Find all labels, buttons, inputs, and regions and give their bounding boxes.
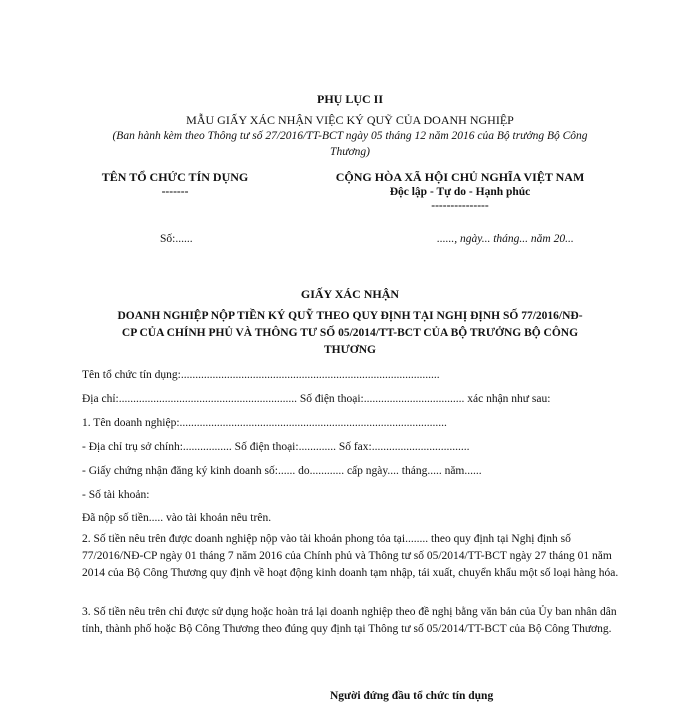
deposit-statement: Đã nộp số tiền..... vào tài khoản nêu trên.	[82, 512, 272, 524]
institution-field: Tên tổ chức tín dụng:..........................................................................................	[82, 369, 440, 381]
account-number-field: - Số tài khoản:	[82, 489, 150, 501]
document-number: Số:......	[160, 233, 193, 245]
paragraph-3: 3. Số tiền nêu trên chỉ được sử dụng hoặc hoàn trả lại doanh nghiệp theo đề nghị bằng văn bản của Ủy ban nhân dân tỉnh, thành phố hoặc Bộ Công Thương theo đúng quy định tại Thông tư số 05/2014/TT-BCT của Bộ Công Thương.	[82, 606, 617, 635]
certificate-heading-line2: CP CỦA CHÍNH PHỦ VÀ THÔNG TƯ SỐ 05/2014/TT-BCT CỦA BỘ TRƯỞNG BỘ CÔNG	[121, 327, 579, 339]
paragraph-2: 2. Số tiền nêu trên được doanh nghiệp nộp vào tài khoản phong tỏa tại........ theo quy định tại Nghị định số 77/2016/NĐ-CP ngày 01 tháng 7 năm 2016 của Chính phủ và Thông tư số 05/2014/TT-BCT ngày 27 tháng 01 năm 2014 của Bộ Công Thương quy định về hoạt động kinh doanh tạm nhập, tái xuất, chuyển khẩu một số loại hàng hóa.	[82, 533, 619, 579]
certificate-title: GIẤY XÁC NHẬN	[300, 287, 400, 301]
business-license-field: - Giấy chứng nhận đăng ký kinh doanh số:...... do............ cấp ngày.... tháng..... năm......	[82, 465, 482, 477]
country-name: CỘNG HÒA XÃ HỘI CHỦ NGHĨA VIỆT NAM	[335, 170, 585, 184]
signature-title: Người đứng đầu tổ chức tín dụng	[330, 690, 494, 702]
headquarters-field: - Địa chỉ trụ sở chính:................. Số điện thoại:............. Số fax:..................................	[82, 441, 470, 453]
address-field: Địa chỉ:.............................................................. Số điện thoại:................................... xác nhận như sau:	[82, 393, 551, 405]
form-title: MẪU GIẤY XÁC NHẬN VIỆC KÝ QUỸ CỦA DOANH NGHIỆP	[186, 113, 514, 127]
issuance-note-line2: Thương)	[330, 146, 370, 158]
issuance-note-line1: (Ban hành kèm theo Thông tư số 27/2016/TT-BCT ngày 05 tháng 12 năm 2016 của Bộ trưởng Bộ Công	[112, 130, 588, 142]
institution-underline: -------	[161, 186, 189, 198]
certificate-heading-line3: THƯƠNG	[324, 344, 376, 356]
company-name-field: 1. Tên doanh nghiệp:.............................................................................................	[82, 417, 447, 429]
motto-underline: ---------------	[431, 200, 489, 212]
certificate-heading-line1: DOANH NGHIỆP NỘP TIỀN KÝ QUỸ THEO QUY ĐỊNH TẠI NGHỊ ĐỊNH SỐ 77/2016/NĐ-	[117, 310, 583, 322]
document-date: ......, ngày... tháng... năm 20...	[437, 233, 574, 245]
appendix-label: PHỤ LỤC II	[316, 92, 383, 106]
national-motto: Độc lập - Tự do - Hạnh phúc	[389, 186, 531, 198]
institution-name-heading: TÊN TỔ CHỨC TÍN DỤNG	[101, 170, 249, 184]
